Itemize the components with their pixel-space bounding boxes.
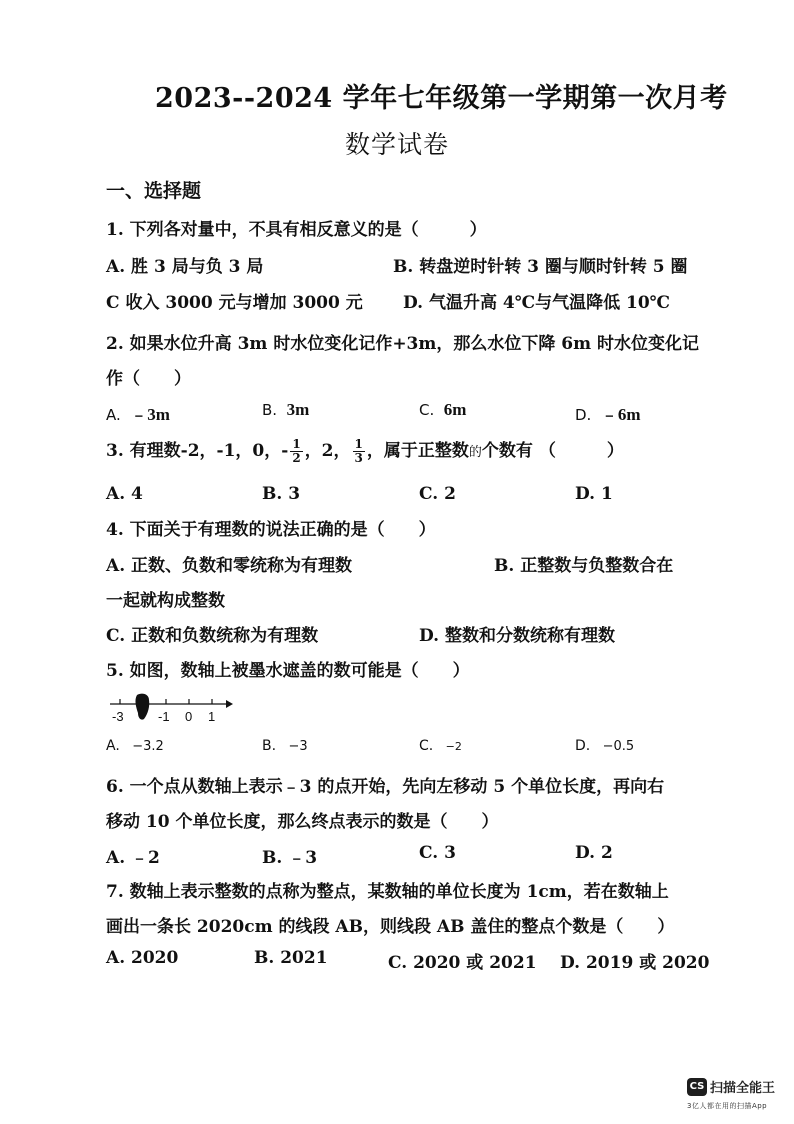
watermark-slogan: 3亿人都在用的扫描App xyxy=(687,1102,768,1110)
question-4-option-b: B. 正整数与负整数合在 xyxy=(494,556,674,576)
question-7-option-a: A. 2020 xyxy=(106,948,179,968)
question-4-option-b-continued: 一起就构成整数 xyxy=(106,591,225,611)
option-b-value: 3m xyxy=(286,400,310,419)
question-2-option-a xyxy=(106,400,170,425)
question-5-option-b xyxy=(262,738,308,754)
tick-label-1: 1 xyxy=(208,709,216,724)
camscanner-logo-icon: CS xyxy=(687,1078,707,1096)
question-6-stem-line2: 移动 10 个单位长度，那么终点表示的数是（ ） xyxy=(106,812,499,832)
option-d-value: −0.5 xyxy=(602,739,635,754)
question-1-option-c: C 收入 3000 元与增加 3000 元 xyxy=(106,293,363,313)
fraction-one-third xyxy=(353,438,365,465)
fraction-one-half xyxy=(290,438,302,465)
question-7-option-d: D. 2019 或 2020 xyxy=(560,953,710,973)
option-b-label: B. xyxy=(262,401,278,419)
question-3-option-d: D. 1 xyxy=(575,484,613,504)
question-3-option-c: C. 2 xyxy=(419,484,456,504)
question-1-option-a: A. 胜 3 局与负 3 局 xyxy=(106,257,264,277)
question-3-stem-post: ，属于正整数 xyxy=(366,441,469,461)
question-7-option-b: B. 2021 xyxy=(254,948,328,968)
option-d-value: ﹣6m xyxy=(600,405,641,424)
section-heading: 一、选择题 xyxy=(106,180,202,202)
question-1-option-d: D. 气温升高 4℃与气温降低 10℃ xyxy=(403,293,671,313)
question-5-stem: 5. 如图，数轴上被墨水遮盖的数可能是（ ） xyxy=(106,661,470,681)
number-line-arrow-icon xyxy=(226,700,233,708)
question-5-option-c xyxy=(419,738,462,754)
question-7-stem-line2: 画出一条长 2020cm 的线段 AB，则线段 AB 盖住的整点个数是（ ） xyxy=(106,917,675,937)
fraction-denominator: 2 xyxy=(292,451,301,465)
option-c-value: −2 xyxy=(445,740,462,753)
question-3-stem-pre: 3. 有理数-2，-1，0，- xyxy=(106,441,289,461)
tick-label-0: 0 xyxy=(185,709,193,724)
question-3-stem xyxy=(106,436,624,468)
question-2-option-c xyxy=(419,400,466,420)
question-2-stem-line1: 2. 如果水位升高 3m 时水位变化记作+3m，那么水位下降 6m 时水位变化记 xyxy=(106,334,700,354)
option-a-value: −3.2 xyxy=(132,739,164,754)
option-a-label: A. xyxy=(106,406,121,424)
option-a-value: ﹣3m xyxy=(130,405,170,424)
option-c-label: C. xyxy=(419,401,435,419)
option-c-value: 6m xyxy=(443,400,467,419)
option-d-label: D. xyxy=(575,738,591,754)
exam-title: 2023--2024 学年七年级第一学期第一次月考 xyxy=(155,83,728,114)
question-5-option-d xyxy=(575,738,634,754)
question-7-stem-line1: 7. 数轴上表示整数的点称为整点，某数轴的单位长度为 1cm，若在数轴上 xyxy=(106,882,669,902)
question-7-option-c: C. 2020 或 2021 xyxy=(388,953,537,973)
question-3-stem-de: 的 xyxy=(468,445,482,460)
ink-blot xyxy=(135,694,149,720)
question-6-option-c: C. 3 xyxy=(419,843,456,863)
question-5-option-a xyxy=(106,738,164,754)
question-4-option-a: A. 正数、负数和零统称为有理数 xyxy=(106,556,353,576)
question-4-option-c: C. 正数和负数统称为有理数 xyxy=(106,626,319,646)
question-1-stem: 1. 下列各对量中，不具有相反意义的是（ ） xyxy=(106,220,487,240)
question-2-stem-line2: 作（ ） xyxy=(106,369,191,389)
question-6-option-a: A. ﹣2 xyxy=(106,848,160,868)
question-1-option-b: B. 转盘逆时针转 3 圈与顺时针转 5 圈 xyxy=(393,257,688,277)
question-2-option-d xyxy=(575,400,641,425)
question-3-stem-mid: ，2， xyxy=(304,441,351,461)
option-c-label: C. xyxy=(419,738,434,754)
fraction-denominator: 3 xyxy=(354,451,363,465)
question-6-option-b: B. ﹣3 xyxy=(262,848,318,868)
question-6-stem-line1: 6. 一个点从数轴上表示﹣3 的点开始，先向左移动 5 个单位长度，再向右 xyxy=(106,777,665,797)
exam-subtitle: 数学试卷 xyxy=(345,130,450,159)
option-b-value: −3 xyxy=(288,739,308,754)
tick-label-neg1: -1 xyxy=(158,709,170,724)
option-b-label: B. xyxy=(262,738,277,754)
number-line-figure xyxy=(106,692,236,726)
fraction-numerator: 1 xyxy=(292,437,301,451)
question-4-option-d: D. 整数和分数统称有理数 xyxy=(419,626,615,646)
option-d-label: D. xyxy=(575,406,592,424)
question-3-stem-end: 个数有 （ ） xyxy=(481,441,624,461)
fraction-numerator: 1 xyxy=(354,437,363,451)
watermark-name: 扫描全能王 xyxy=(710,1081,776,1096)
question-3-option-a: A. 4 xyxy=(106,484,143,504)
question-3-option-b: B. 3 xyxy=(262,484,301,504)
question-6-option-d: D. 2 xyxy=(575,843,613,863)
question-2-option-b xyxy=(262,400,309,420)
question-4-stem: 4. 下面关于有理数的说法正确的是（ ） xyxy=(106,520,436,540)
option-a-label: A. xyxy=(106,738,120,754)
tick-label-neg3: -3 xyxy=(112,709,124,724)
